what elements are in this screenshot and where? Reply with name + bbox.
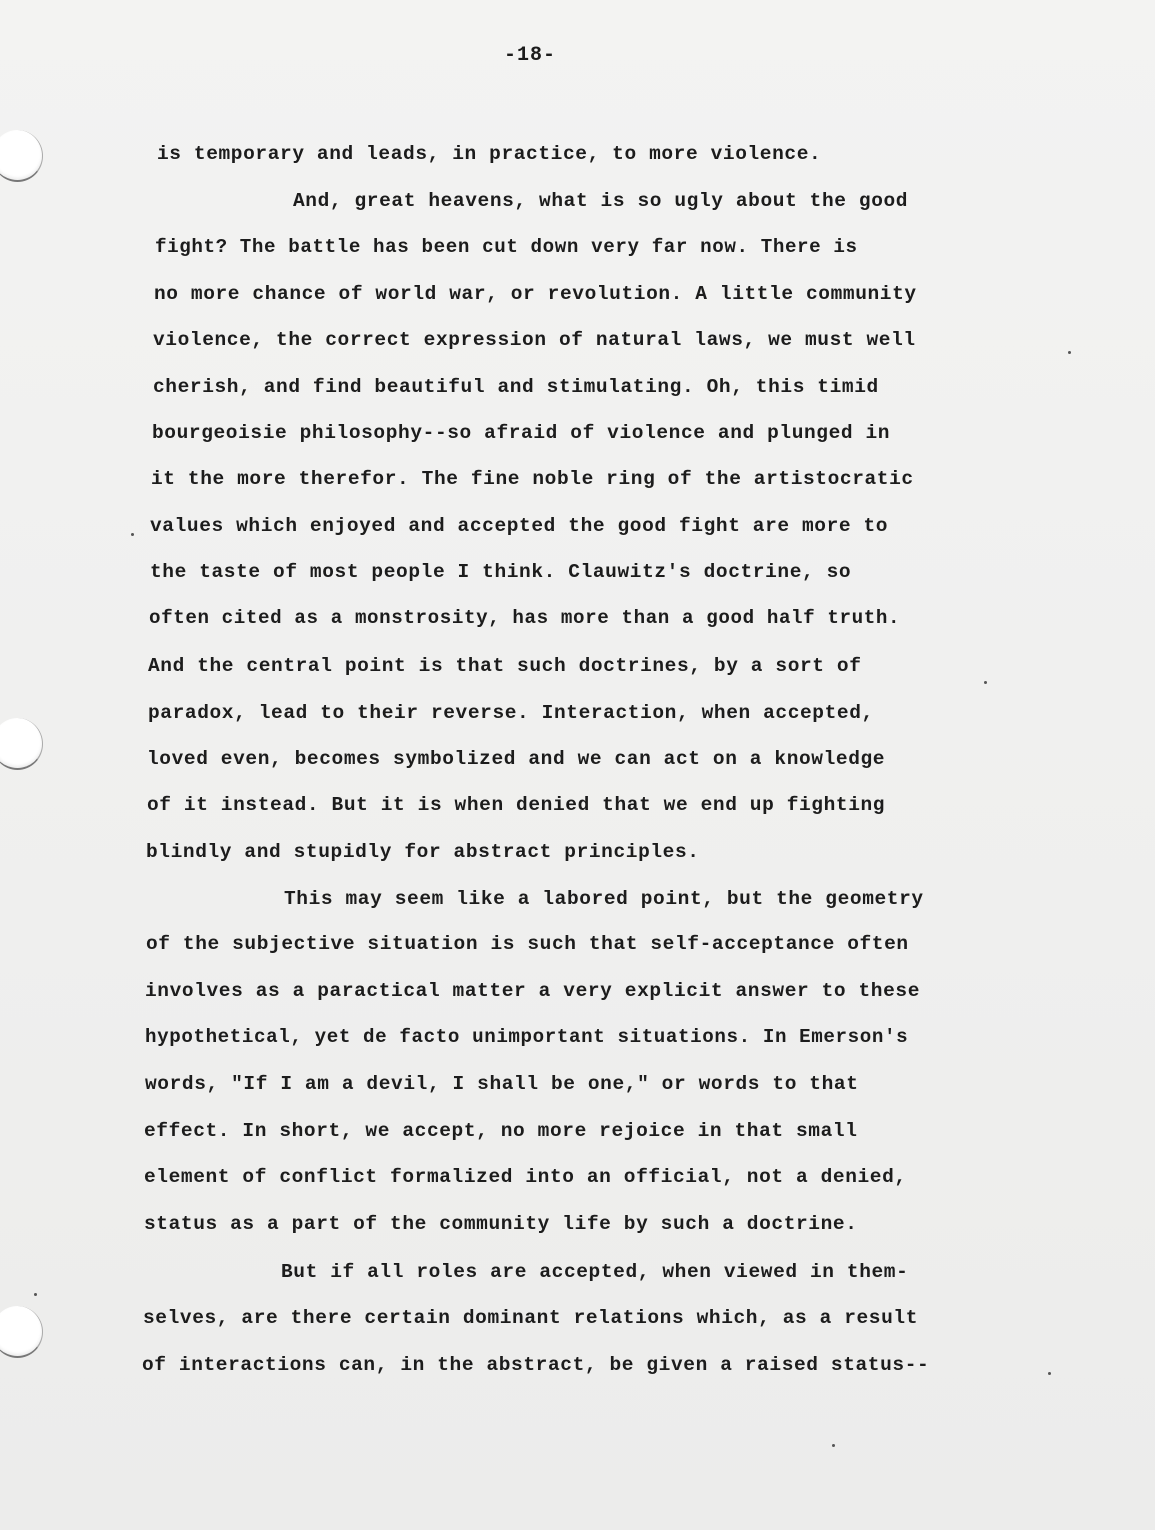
page-number: -18-	[503, 44, 556, 67]
text-line: violence, the correct expression of natural laws, we must well	[153, 329, 916, 351]
text-line: of the subjective situation is such that self-acceptance often	[146, 933, 909, 955]
text-line: paradox, lead to their reverse. Interaction, when accepted,	[148, 702, 874, 724]
text-line: And the central point is that such doctrines, by a sort of	[148, 655, 862, 677]
text-line: cherish, and find beautiful and stimulating. Oh, this timid	[153, 376, 879, 398]
text-line: of interactions can, in the abstract, be given a raised status--	[142, 1354, 930, 1376]
paper-speck	[984, 681, 987, 684]
text-line: blindly and stupidly for abstract principles.	[146, 841, 700, 863]
text-line: selves, are there certain dominant relations which, as a result	[143, 1307, 919, 1329]
paper-speck	[34, 1293, 37, 1296]
text-line: And, great heavens, what is so ugly about the good	[293, 190, 909, 212]
text-line: loved even, becomes symbolized and we can act on a knowledge	[147, 748, 886, 770]
text-line: no more chance of world war, or revolution. A little community	[154, 283, 917, 305]
text-line: values which enjoyed and accepted the good fight are more to	[150, 515, 889, 537]
text-line: effect. In short, we accept, no more rejoice in that small	[144, 1120, 858, 1142]
punch-hole	[0, 1306, 43, 1358]
text-line: words, "If I am a devil, I shall be one," or words to that	[145, 1073, 859, 1095]
paper-speck	[1068, 351, 1071, 354]
text-line: But if all roles are accepted, when viewed in them-	[281, 1261, 909, 1283]
punch-hole	[0, 718, 43, 770]
punch-hole	[0, 130, 43, 182]
text-line: the taste of most people I think. Clauwitz's doctrine, so	[150, 561, 852, 583]
text-line: element of conflict formalized into an official, not a denied,	[144, 1166, 907, 1188]
text-line: fight? The battle has been cut down very far now. There is	[155, 236, 858, 258]
paper-speck	[1048, 1372, 1051, 1375]
text-line: hypothetical, yet de facto unimportant situations. In Emerson's	[145, 1026, 909, 1048]
text-line: of it instead. But it is when denied that we end up fighting	[147, 794, 886, 816]
text-line: it the more therefor. The fine noble ring of the artistocratic	[151, 468, 914, 490]
text-line: bourgeoisie philosophy--so afraid of violence and plunged in	[152, 422, 891, 444]
text-line: status as a part of the community life by such a doctrine.	[144, 1213, 858, 1235]
text-line: involves as a paractical matter a very explicit answer to these	[145, 980, 921, 1002]
text-line: This may seem like a labored point, but the geometry	[284, 888, 924, 910]
paper-speck	[832, 1444, 835, 1447]
text-line: is temporary and leads, in practice, to more violence.	[157, 143, 822, 165]
paper-speck	[131, 533, 134, 536]
text-line: often cited as a monstrosity, has more than a good half truth.	[149, 607, 901, 629]
